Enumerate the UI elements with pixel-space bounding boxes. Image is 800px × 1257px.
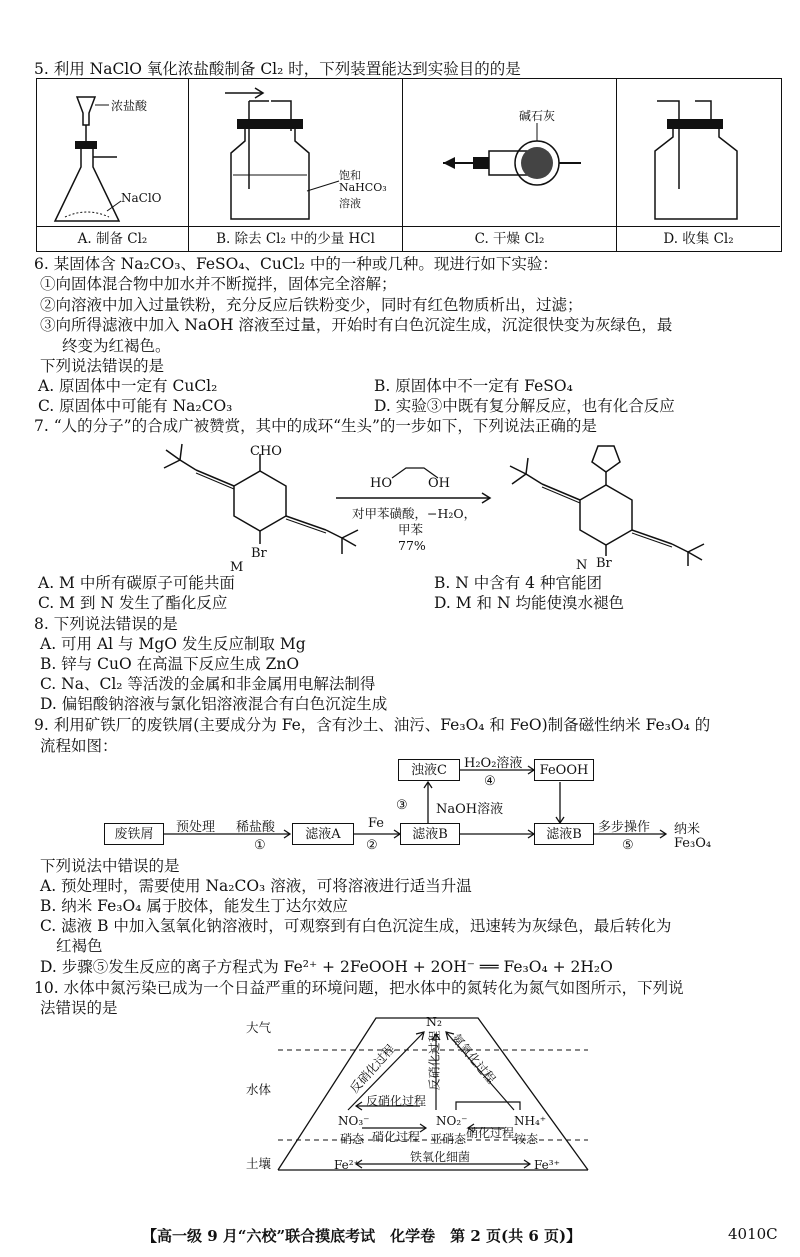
gas-wash-bottle-icon (189, 79, 401, 227)
q9-option-d: D. 步骤⑤发生反应的离子方程式为 Fe²⁺ + 2FeOOH + 2OH⁻ ══ Fe₃O₄ + 2H₂O (40, 958, 613, 976)
flow-product: Fe₃O₄ (674, 836, 712, 851)
q5-caption-b: B. 除去 Cl₂ 中的少量 HCl (189, 226, 402, 251)
flow-filtrate-b: 滤液B (400, 823, 460, 845)
q7-option-d: D. M 和 N 均能使溴水褪色 (434, 594, 624, 612)
q7-stem: 7. “人的分子”的合成广被赞赏，其中的成环“生头”的一步如下，下列说法正确的是 (34, 417, 597, 435)
q6-step-1: ①向固体混合物中加水并不断搅拌，固体完全溶解； (40, 275, 397, 293)
cho-label: CHO (250, 444, 282, 459)
q10-stem-2: 法错误的是 (40, 999, 118, 1017)
denitrification-label-2: 反硝化过程 (427, 1030, 442, 1091)
nitrification-label-1: 硝化过程 (372, 1130, 421, 1144)
q8-option-c: C. Na、Cl₂ 等活泼的金属和非金属用电解法制得 (40, 675, 376, 693)
sat-label-2: NaHCO₃ (339, 181, 387, 194)
q8-option-a: A. 可用 Al 与 MgO 发生反应制取 Mg (40, 635, 306, 653)
flow-waste-iron: 废铁屑 (104, 823, 164, 845)
collection-bottle-icon (617, 79, 779, 227)
q7-option-b: B. N 中含有 4 种官能团 (434, 574, 602, 592)
nh4-state-label: 铵态 (514, 1132, 539, 1146)
q6-step-3-cont: 终变为红褐色。 (62, 337, 171, 355)
iron-bacteria-label: 铁氧化细菌 (410, 1150, 471, 1164)
no2-label: NO₂⁻ (436, 1114, 468, 1128)
q5-apparatus-table (36, 78, 782, 252)
sat-label-3: 溶液 (339, 197, 361, 210)
q5-cell-d (617, 79, 780, 251)
conc-hcl-label: 浓盐酸 (111, 99, 148, 113)
q5-caption-c: C. 干燥 Cl₂ (403, 226, 616, 251)
flow-fe: Fe (368, 816, 385, 831)
zone-atmosphere: 大气 (246, 1020, 272, 1035)
reagent-oh-label: OH (428, 476, 450, 491)
no2-state-label: 亚硝态 (430, 1132, 467, 1146)
flow-step-3: ③ (396, 798, 408, 813)
no3-label: NO₃⁻ (338, 1114, 370, 1128)
q6-step-2: ②向溶液中加入过量铁粉，充分反应后铁粉变少，同时有红色物质析出，过滤； (40, 296, 583, 314)
q9-option-c-cont: 红褐色 (56, 937, 103, 955)
q5-cell-c (403, 79, 617, 251)
q7-option-a: A. M 中所有碳原子可能共面 (38, 574, 235, 592)
denitrification-label-3: 反硝化过程 (366, 1094, 427, 1108)
q5-caption-a: A. 制备 Cl₂ (37, 226, 188, 251)
flow-dilute-hcl: 稀盐酸 (236, 820, 276, 835)
sat-label-1: 饱和 (339, 169, 361, 182)
q8-stem: 8. 下列说法错误的是 (34, 615, 178, 633)
condition-1: 对甲苯磺酸，−H₂O， (352, 506, 477, 521)
denitrification-label-1: 反硝化过程 (347, 1041, 398, 1096)
anammox-label: 氨氧化过程 (448, 1031, 499, 1087)
footer-code: 4010C (728, 1225, 778, 1243)
q7-option-c: C. M 到 N 发生了酯化反应 (38, 594, 228, 612)
q9-ask: 下列说法中错误的是 (40, 857, 180, 875)
q6-step-3: ③向所得滤液中加入 NaOH 溶液至过量，开始时有白色沉淀生成，沉淀很快变为灰绿色，最 (40, 316, 673, 334)
label-m: M (230, 560, 244, 575)
condition-2: 甲苯 (398, 522, 424, 537)
q9-option-a: A. 预处理时，需要使用 Na₂CO₃ 溶液，可将溶液进行适当升温 (40, 877, 472, 895)
q6-option-a: A. 原固体中一定有 CuCl₂ (38, 377, 218, 395)
flow-multi-step: 多步操作 (598, 820, 651, 835)
soda-lime-label: 碱石灰 (519, 109, 556, 123)
flow-feooh: FeOOH (534, 759, 594, 781)
flow-step-4: ④ (484, 774, 496, 789)
n2-label: N₂ (426, 1014, 442, 1029)
flow-filtrate-b2: 滤液B (534, 823, 594, 845)
q5-cell-b (189, 79, 403, 251)
fe3-label: Fe³⁺ (534, 1158, 560, 1172)
q5-caption-d: D. 收集 Cl₂ (617, 226, 780, 251)
q9-stem-1: 9. 利用矿铁厂的废铁屑(主要成分为 Fe，含有沙土、油污、Fe₃O₄ 和 FeO)制备磁性纳米 Fe₃O₄ 的 (34, 716, 711, 734)
reagent-ho-label: HO (370, 476, 392, 491)
flow-turbid-c: 浊液C (398, 759, 460, 781)
flow-step-2: ② (366, 838, 378, 853)
footer-text: 【高一级 9 月“六校”联合摸底考试 化学卷 第 2 页(共 6 页)】 (142, 1227, 582, 1245)
q6-ask: 下列说法错误的是 (40, 357, 165, 375)
q6-option-b: B. 原固体中不一定有 FeSO₄ (374, 377, 573, 395)
q5-cell-a (37, 79, 189, 251)
q9-option-b: B. 纳米 Fe₃O₄ 属于胶体，能发生丁达尔效应 (40, 897, 348, 915)
flow-step-1: ① (254, 838, 266, 853)
q6-stem: 6. 某固体含 Na₂CO₃、FeSO₄、CuCl₂ 中的一种或几种。现进行如下实验： (34, 255, 558, 273)
zone-soil: 土壤 (246, 1156, 272, 1171)
m-br-label: Br (251, 546, 267, 561)
q8-option-d: D. 偏铝酸钠溶液与氯化铝溶液混合有白色沉淀生成 (40, 695, 388, 713)
no3-state-label: 硝态 (340, 1132, 365, 1146)
flow-h2o2: H₂O₂溶液 (464, 756, 523, 771)
molecule-m-icon (164, 444, 358, 554)
q10-stem-1: 10. 水体中氮污染已成为一个日益严重的环境问题，把水体中的氮转化为氮气如图所示，下列说 (34, 979, 684, 997)
fe2-label: Fe²⁺ (334, 1158, 360, 1172)
q9-stem-2: 流程如图： (40, 737, 118, 755)
q8-option-b: B. 锌与 CuO 在高温下反应生成 ZnO (40, 655, 300, 673)
zone-water: 水体 (246, 1082, 272, 1097)
flow-naoh: NaOH溶液 (436, 802, 504, 817)
flow-nano: 纳米 (674, 822, 701, 837)
q9-option-c: C. 滤液 B 中加入氢氧化钠溶液时，可观察到有白色沉淀生成，迅速转为灰绿色，最后转化为 (40, 917, 672, 935)
label-n: N (576, 558, 588, 573)
molecule-n-icon (510, 446, 704, 566)
q6-option-d: D. 实验③中既有复分解反应，也有化合反应 (374, 397, 675, 415)
q5-stem: 5. 利用 NaClO 氧化浓盐酸制备 Cl₂ 时，下列装置能达到实验目的的是 (34, 60, 521, 78)
q6-option-c: C. 原固体中可能有 Na₂CO₃ (38, 397, 233, 415)
drying-tube-icon (403, 79, 615, 227)
naclo-label: NaClO (121, 191, 162, 205)
nh4-label: NH₄⁺ (514, 1114, 547, 1128)
flow-pretreat: 预处理 (176, 820, 216, 835)
flow-step-5: ⑤ (622, 838, 634, 853)
n-br-label: Br (596, 556, 612, 571)
condition-3: 77% (398, 538, 426, 553)
flow-filtrate-a: 滤液A (292, 823, 354, 845)
nitrification-label-2: 硝化过程 (466, 1126, 515, 1140)
